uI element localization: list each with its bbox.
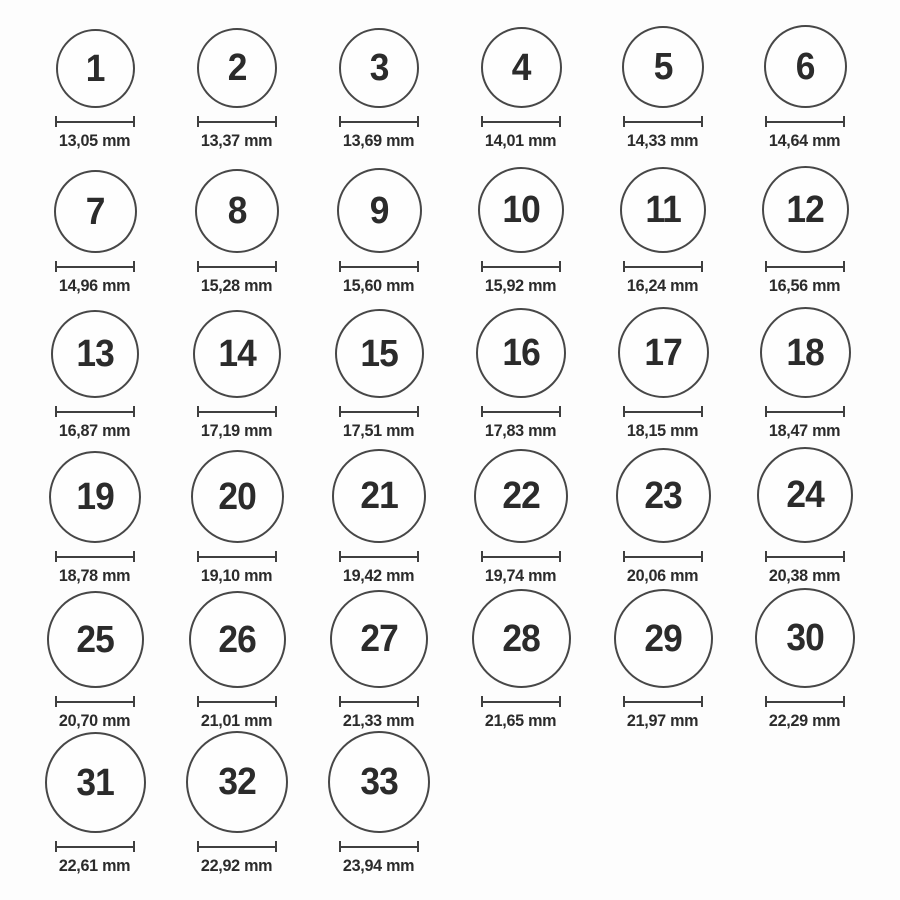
diameter-label: 18,15 mm [627,421,699,440]
diameter-label: 16,56 mm [769,276,841,295]
ring-size-number: 1 [85,47,105,90]
ring-size-item [339,28,419,155]
ring-size-number: 4 [511,46,531,89]
diameter-measure-line [197,406,277,417]
diameter-label: 17,19 mm [201,421,273,440]
ring-size-number: 18 [786,331,824,374]
ring-size-item [616,448,711,590]
diameter-label: 20,70 mm [59,711,131,730]
diameter-label: 13,37 mm [201,131,273,150]
diameter-label: 23,94 mm [343,856,415,875]
ring-size-item [481,27,562,155]
ring-circle [614,589,713,688]
ring-circle [47,591,144,688]
ring-size-item [622,26,704,155]
ring-circle [189,591,286,688]
diameter-measure-line [481,551,561,562]
ring-size-item [335,309,424,445]
ring-circle [328,731,430,833]
diameter-measure-line [55,261,135,272]
diameter-measure-line [197,551,277,562]
diameter-measure-line [55,406,135,417]
diameter-measure-line [765,261,845,272]
ring-circle [186,731,288,833]
ring-circle [197,28,277,108]
ring-size-number: 23 [644,474,682,517]
ring-circle [762,166,849,253]
ring-size-number: 19 [76,476,114,518]
ring-size-number: 12 [786,188,824,231]
ring-size-number: 21 [360,475,398,517]
ring-circle [760,307,851,398]
ring-size-number: 30 [786,617,824,659]
diameter-measure-line [623,261,703,272]
ring-size-item [328,731,430,880]
ring-circle [335,309,424,398]
ring-circle [472,589,571,688]
diameter-label: 14,33 mm [627,131,699,150]
diameter-measure-line [339,551,419,562]
ring-circle [45,732,146,833]
ring-size-number: 26 [218,618,256,661]
diameter-label: 14,96 mm [59,276,131,295]
ring-size-number: 27 [360,618,398,660]
ring-size-number: 29 [644,617,682,660]
diameter-label: 20,06 mm [627,566,699,585]
diameter-label: 14,64 mm [769,131,841,150]
diameter-label: 15,92 mm [485,276,557,295]
ring-circle [755,588,855,688]
ring-size-number: 20 [218,475,256,518]
diameter-measure-line [55,696,135,707]
ring-size-number: 3 [369,47,389,89]
ring-circle [616,448,711,543]
diameter-measure-line [197,696,277,707]
diameter-label: 15,60 mm [343,276,415,295]
diameter-label: 22,92 mm [201,856,273,875]
ring-size-item [47,591,144,735]
ring-circle [622,26,704,108]
ring-size-item [614,589,713,735]
ring-size-number: 9 [369,189,389,232]
ring-size-number: 16 [502,332,540,374]
ring-size-number: 5 [653,46,673,88]
diameter-measure-line [55,116,135,127]
ring-size-item [55,29,135,155]
diameter-label: 21,01 mm [201,711,273,730]
ring-size-item [191,450,284,590]
ring-circle [620,167,706,253]
ring-circle [481,27,562,108]
diameter-label: 19,42 mm [343,566,415,585]
diameter-label: 18,78 mm [59,566,131,585]
diameter-measure-line [623,551,703,562]
diameter-label: 21,65 mm [485,711,557,730]
ring-size-item [762,166,849,300]
ring-size-item [45,732,146,880]
ring-size-item [764,25,847,155]
ring-size-item [476,308,566,445]
ring-size-number: 28 [502,617,540,660]
diameter-label: 17,83 mm [485,421,557,440]
ring-size-number: 10 [502,189,540,231]
ring-circle [476,308,566,398]
ring-size-number: 33 [360,761,398,803]
ring-circle [332,449,426,543]
diameter-label: 21,97 mm [627,711,699,730]
ring-size-number: 32 [218,761,256,803]
ring-size-item [51,310,139,445]
ring-circle [339,28,419,108]
diameter-label: 13,69 mm [343,131,415,150]
ring-circle [54,170,137,253]
ring-size-number: 13 [76,333,114,375]
ring-size-item [189,591,286,735]
ring-size-item [760,307,851,445]
ring-size-item [195,169,279,300]
ring-size-number: 2 [227,47,247,89]
diameter-label: 17,51 mm [343,421,415,440]
ring-size-item [337,168,422,300]
ring-circle [330,590,428,688]
ring-circle [478,167,564,253]
ring-size-item [618,307,709,445]
ring-circle [618,307,709,398]
diameter-label: 13,05 mm [59,131,131,150]
ring-size-number: 7 [85,190,105,233]
ring-circle [764,25,847,108]
diameter-measure-line [765,116,845,127]
ring-size-number: 22 [502,475,540,517]
diameter-label: 18,47 mm [769,421,841,440]
diameter-label: 22,61 mm [59,856,131,875]
ring-size-number: 17 [644,331,682,374]
ring-circle [56,29,135,108]
diameter-measure-line [765,551,845,562]
ring-size-number: 8 [227,190,247,232]
ring-circle [337,168,422,253]
ring-size-number: 15 [360,332,398,375]
ring-size-number: 6 [795,45,815,88]
ring-size-item [757,447,853,590]
ring-size-grid [24,10,876,882]
ring-size-item [49,451,141,590]
ring-size-item [54,170,137,300]
diameter-measure-line [481,261,561,272]
diameter-measure-line [481,116,561,127]
ring-circle [51,310,139,398]
diameter-measure-line [339,696,419,707]
diameter-measure-line [197,261,277,272]
diameter-measure-line [339,116,419,127]
ring-circle [49,451,141,543]
diameter-label: 16,87 mm [59,421,131,440]
ring-size-item [478,167,564,300]
diameter-measure-line [765,696,845,707]
ring-size-number: 14 [218,333,256,375]
diameter-measure-line [55,841,135,852]
ring-size-number: 31 [76,761,114,804]
ring-size-number: 11 [645,189,681,231]
diameter-measure-line [623,116,703,127]
ring-circle [474,449,568,543]
ring-size-item [620,167,706,300]
ring-circle [195,169,279,253]
diameter-label: 22,29 mm [769,711,841,730]
ring-circle [191,450,284,543]
diameter-measure-line [623,696,703,707]
ring-size-number: 24 [786,474,824,516]
ring-size-number: 25 [76,618,114,661]
ring-size-item [332,449,426,590]
diameter-label: 19,74 mm [485,566,557,585]
ring-size-item [330,590,428,735]
ring-circle [193,310,281,398]
diameter-measure-line [55,551,135,562]
diameter-measure-line [197,841,277,852]
diameter-measure-line [339,261,419,272]
ring-size-item [755,588,855,735]
ring-size-item [193,310,281,445]
diameter-measure-line [623,406,703,417]
diameter-label: 15,28 mm [201,276,273,295]
ring-size-item [472,589,571,735]
ring-circle [757,447,853,543]
diameter-measure-line [339,841,419,852]
ring-size-item [186,731,288,880]
ring-size-item [197,28,277,155]
diameter-label: 21,33 mm [343,711,415,730]
diameter-measure-line [481,696,561,707]
diameter-label: 20,38 mm [769,566,841,585]
diameter-label: 14,01 mm [485,131,557,150]
diameter-measure-line [481,406,561,417]
diameter-measure-line [765,406,845,417]
diameter-measure-line [339,406,419,417]
diameter-label: 16,24 mm [627,276,699,295]
ring-size-item [474,449,568,590]
diameter-measure-line [197,116,277,127]
diameter-label: 19,10 mm [201,566,273,585]
